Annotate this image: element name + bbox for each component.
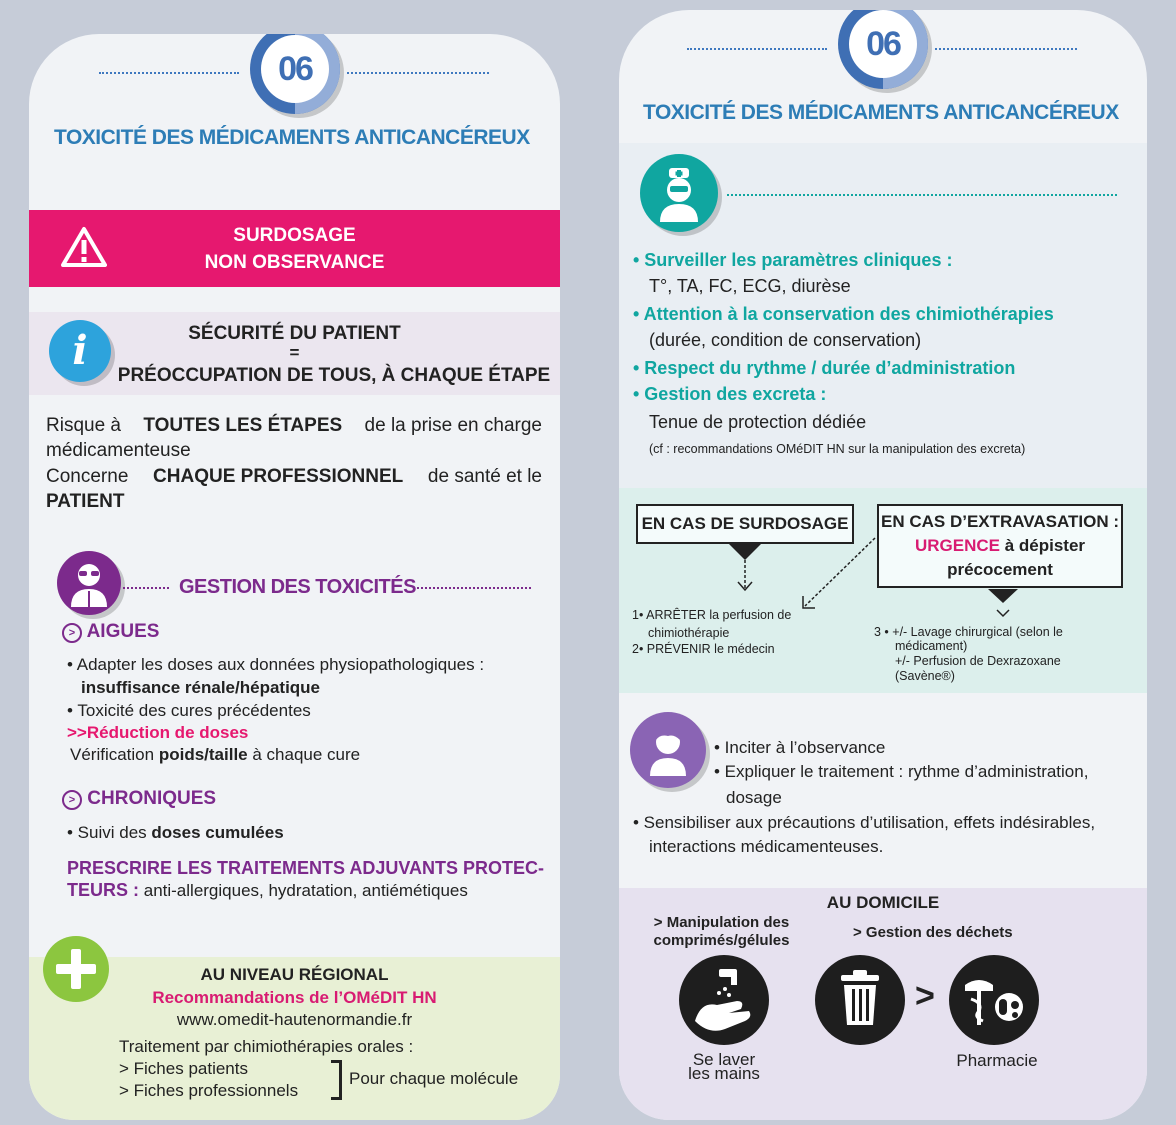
regional-band (29, 957, 560, 1120)
alert-line-1: SURDOSAGE (233, 225, 356, 246)
regional-traitement: Traitement par chimiothérapies orales : (119, 1037, 414, 1056)
prescrire-line-2: TEURS : anti-allergiques, hydratation, antiémétiques (67, 880, 468, 900)
bullet-1: • Surveiller les paramètres cliniques : (633, 250, 953, 270)
bullet-4-note: (cf : recommandations OMéDIT HN sur la manipulation des excreta) (649, 442, 1026, 456)
plus-icon (43, 936, 109, 1002)
bracket (331, 1060, 342, 1100)
step-2: 2• PRÉVENIR le médecin (632, 642, 775, 656)
risk-line-2: médicamenteuse (46, 440, 191, 461)
nurse-dotline (727, 194, 1117, 196)
doctor-icon (57, 551, 121, 615)
info-icon: i (49, 320, 111, 382)
left-panel (29, 34, 560, 1120)
section-badge: 06 (838, 10, 928, 89)
bullet-2: • Attention à la conservation des chimiothérapies (633, 304, 1054, 324)
info-line-2: PRÉOCCUPATION DE TOUS, À CHAQUE ÉTAPE (117, 365, 551, 386)
patient-2b: dosage (726, 788, 782, 807)
gestion-dotline-right (417, 587, 531, 589)
regional-reco: Recommandations de l’OMéDIT HN (152, 988, 437, 1007)
aigues-item-1: • Adapter les doses aux données physiopathologiques : (67, 655, 485, 674)
manip-line-1: > Manipulation des (653, 914, 790, 931)
regional-url[interactable]: www.omedit-hautenormandie.fr (176, 1010, 413, 1029)
laver-line-1: Se laver (692, 1050, 756, 1069)
alert-line-2: NON OBSERVANCE (204, 252, 385, 273)
pharmacy-icon (949, 955, 1039, 1045)
page-title: TOXICITÉ DES MÉDICAMENTS ANTICANCÉREUX (54, 126, 530, 149)
extravasation-box: EN CAS D’EXTRAVASATION : URGENCE à dépister précocement (877, 504, 1123, 588)
risk-line-3: Concerne CHAQUE PROFESSIONNEL de santé et le (46, 466, 542, 487)
alert-banner (29, 210, 560, 287)
patient-2: • Expliquer le traitement : rythme d’administration, (714, 762, 1089, 781)
patient-3: • Sensibiliser aux précautions d’utilisation, effets indésirables, (633, 813, 1096, 832)
chevron-circle-icon: > (62, 623, 82, 643)
gestion-dotline-left (123, 587, 169, 589)
nurse-icon (640, 154, 718, 232)
header-dotline-right (347, 72, 489, 74)
step-3b: médicament) (895, 639, 968, 653)
page-title: TOXICITÉ DES MÉDICAMENTS ANTICANCÉREUX (643, 101, 1119, 124)
patient-icon (630, 712, 706, 788)
dechets-label: > Gestion des déchets (853, 924, 1013, 941)
right-panel (619, 10, 1147, 1120)
prescrire-line-1: PRESCRIRE LES TRAITEMENTS ADJUVANTS PROTEC- (67, 858, 545, 878)
aigues-item-1b: insuffisance rénale/hépatique (81, 678, 321, 697)
info-band (29, 312, 560, 395)
bullet-1-text: T°, TA, FC, ECG, diurèse (649, 276, 851, 296)
section-badge: 06 (250, 34, 340, 114)
header-dotline-left (687, 48, 827, 50)
handwash-icon (679, 955, 769, 1045)
bullet-4-text: Tenue de protection dédiée (649, 412, 867, 432)
patient-1: • Inciter à l’observance (714, 738, 886, 757)
chroniques-label: > CHRONIQUES (62, 788, 216, 810)
flow-arrows (619, 488, 1147, 693)
step-1b: chimiothérapie (648, 626, 730, 640)
patient-3b: interactions médicamenteuses. (649, 837, 884, 856)
regional-title: AU NIVEAU RÉGIONAL (200, 965, 389, 984)
info-eq: = (289, 343, 300, 362)
chroniques-item-1: • Suivi des doses cumulées (67, 823, 284, 842)
reduction-doses: >>Réduction de doses (67, 723, 249, 742)
fiches-patients[interactable]: > Fiches patients (119, 1059, 248, 1078)
step-3a: 3 • +/- Lavage chirurgical (selon le (874, 625, 1063, 639)
fiches-professionnels[interactable]: > Fiches professionnels (119, 1081, 299, 1100)
step-1a: 1• ARRÊTER la perfusion de (632, 608, 792, 622)
step-3c: +/- Perfusion de Dexrazoxane (895, 654, 1061, 668)
risk-line-1: Risque à TOUTES LES ÉTAPES de la prise en charge (46, 415, 542, 436)
gestion-title: GESTION DES TOXICITÉS (179, 576, 416, 598)
info-line-1: SÉCURITÉ DU PATIENT (188, 323, 401, 344)
surdosage-box: EN CAS DE SURDOSAGE (636, 504, 854, 544)
bullet-2-text: (durée, condition de conservation) (649, 330, 922, 350)
laver-line-2: les mains (688, 1064, 760, 1083)
aigues-item-2: • Toxicité des cures précédentes (67, 701, 311, 720)
aigues-label: > AIGUES (62, 621, 159, 643)
pharmacie-label: Pharmacie (956, 1051, 1038, 1070)
trash-icon (815, 955, 905, 1045)
verification-line: Vérification poids/taille à chaque cure (70, 745, 361, 764)
chevron-circle-icon: > (62, 790, 82, 810)
manip-line-2: comprimés/gélules (653, 932, 790, 949)
header-dotline-right (935, 48, 1077, 50)
bullet-3: • Respect du rythme / durée d’administration (633, 358, 1016, 378)
step-3d: (Savène®) (895, 669, 955, 683)
chevron-arrow: > (915, 977, 935, 1015)
bullet-4: • Gestion des excreta : (633, 384, 827, 404)
risk-line-4: PATIENT (46, 491, 125, 512)
pour-chaque-molecule: Pour chaque molécule (349, 1069, 519, 1088)
header-dotline-left (99, 72, 239, 74)
domicile-title: AU DOMICILE (826, 893, 940, 912)
